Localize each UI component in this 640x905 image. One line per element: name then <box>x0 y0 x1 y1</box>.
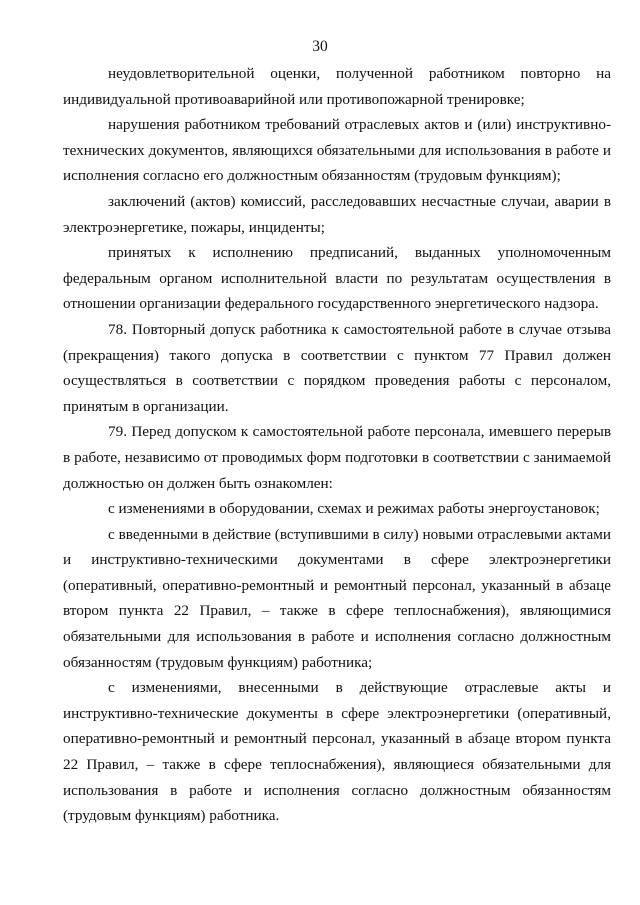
paragraph-9: с изменениями, внесенными в действующие отраслевые акты и инструктивно-технические документы в сфере электроэнергетики (оперативный, оперативно-ремонтный и ремонтный персонал, указанный в абзаце втором пункта 22 Правил, – также в сфере теплоснабжения), являющиеся обязательными для использования в работе и исполнения согласно должностным обязанностям (трудовым функциям) работника. <box>63 679 611 825</box>
body-text <box>63 61 611 829</box>
paragraph-4: принятых к исполнению предписаний, выданных уполномоченным федеральным органом исполнительной власти по результатам осуществления в отношении организации федерального государственного энергетического надзора. <box>63 244 611 313</box>
paragraph-2: нарушения работником требований отраслевых актов и (или) инструктивно-технических документов, являющихся обязательными для использования в работе и исполнения согласно его должностным обязанностям (трудовым функциям); <box>63 116 611 185</box>
paragraph-1: неудовлетворительной оценки, полученной работником повторно на индивидуальной противоаварийной или противопожарной тренировке; <box>63 65 611 108</box>
paragraph-5-item-78: 78. Повторный допуск работника к самостоятельной работе в случае отзыва (прекращения) такого допуска в соответствии с пунктом 77 Правил должен осуществляться в соответствии с порядком проведения работы с персоналом, принятым в организации. <box>63 320 611 415</box>
paragraph-8: с введенными в действие (вступившими в силу) новыми отраслевыми актами и инструктивно-техническими документами в сфере электроэнергетики (оперативный, оперативно-ремонтный и ремонтный персонал, указанный в абзаце втором пункта 22 Правил, – также в сфере теплоснабжения), являющимися обязательными для использования в работе и исполнения согласно должностным обязанностям (трудовым функциям) работника; <box>63 525 611 671</box>
paragraph-7: с изменениями в оборудовании, схемах и режимах работы энергоустановок; <box>108 500 600 518</box>
paragraph-6-item-79: 79. Перед допуском к самостоятельной работе персонала, имевшего перерыв в работе, независимо от проводимых форм подготовки в соответствии с занимаемой должностью он должен быть ознакомлен: <box>63 423 611 492</box>
paragraph-3: заключений (актов) комиссий, расследовавших несчастные случаи, аварии в электроэнергетике, пожары, инциденты; <box>63 192 611 236</box>
page-number: 30 <box>312 38 328 55</box>
